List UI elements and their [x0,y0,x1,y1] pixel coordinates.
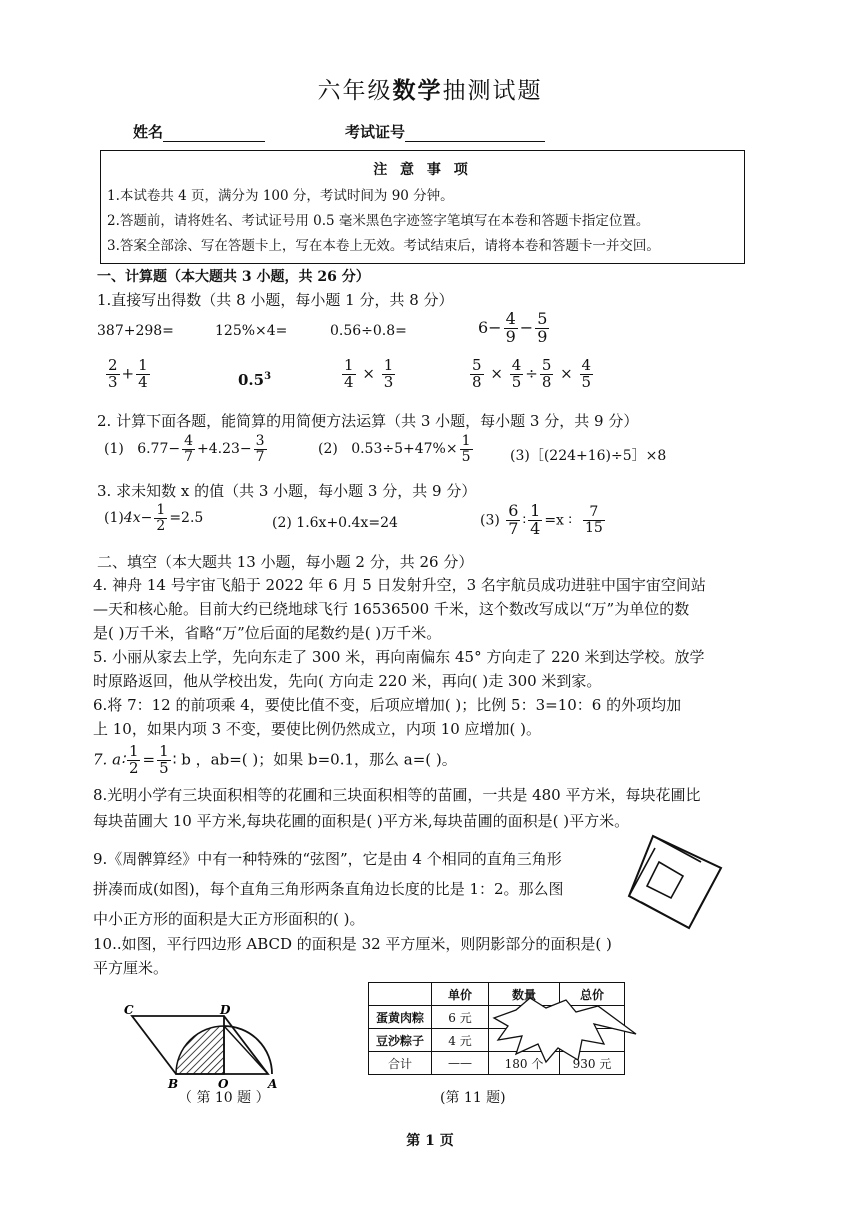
fig10-label-a: A [268,1077,278,1090]
q8-line: 每块苗圃大 10 平方米,每块花圃的面积是( )平方米,每块苗圃的面积是( )平方米。 [93,812,630,830]
q10-line: 平方厘米。 [93,959,169,977]
figure-10 [118,1000,288,1090]
table-cell: 蛋黄肉粽 [369,1006,432,1029]
fig10-label-o: O [218,1077,229,1090]
q3-part: (2) 1.6x+0.4x=24 [272,515,398,531]
q2-part: (1) 6.77− $\frac{4}{7}$ +4.23− $\frac{3}{7}$ [104,433,265,465]
table-cell: 单价 [432,983,489,1006]
q1-item: $\frac{2}{3}$ + $\frac{1}{4}$ [108,356,148,391]
q1-item: 0.56÷0.8= [330,323,407,339]
table-cell: 合计 [369,1052,432,1075]
q6-line: 6.将 7：12 的前项乘 4，要使比值不变，后项应增加( )；比例 5：3=10：6 的外项均加 [93,696,682,714]
ink-blot-patch [486,994,646,1066]
page-number: 第 1 页 [406,1133,454,1149]
q3-title: 3. 求未知数 x 的值（共 3 小题，每小题 3 分，共 9 分） [97,482,477,500]
q6-line: 上 10，如果内项 3 不变，要使比例仍然成立，内项 10 应增加( )。 [93,720,542,738]
q10-line: 10..如图，平行四边形 ABCD 的面积是 32 平方厘米，则阴影部分的面积是( ) [93,935,612,953]
table-cell: 930 元 [560,1052,625,1075]
q9-line: 中小正方形的面积是大正方形面积的( )。 [93,910,365,928]
name-field [133,121,265,142]
q2-title: 2. 计算下面各题，能简算的用简便方法运算（共 3 小题，每小题 3 分，共 9 分） [97,412,639,430]
exam-id-label: 考试证号 [345,123,406,141]
table-cell [369,983,432,1006]
exam-id-blank [405,125,545,142]
notice-line: 2.答题前，请将姓名、考试证号用 0.5 毫米黑色字迹签字笔填写在本卷和答题卡指定位置。 [107,213,650,229]
table-cell: 总价 [560,983,625,1006]
q3-part: (1)4x− $\frac{1}{2}$ =2.5 [104,502,204,534]
table-cell: 180 个 [489,1052,560,1075]
q4-line: —天和核心舱。目前大约已绕地球飞行 16536500 千米，这个数改写成以“万”为单位的数 [93,600,690,618]
table-cell: —— [432,1052,489,1075]
fig10-label-d: D [220,1003,231,1017]
name-blank [163,125,265,142]
name-label: 姓名 [133,123,164,141]
exam-id-field [345,121,545,142]
q5-line: 5. 小丽从家去上学，先向东走了 300 米，再向南偏东 45° 方向走了 220 米到达学校。放学 [93,648,705,666]
figure10-caption: （ 第 10 题 ） [178,1090,270,1106]
q1-item: $\frac{1}{4}$ × $\frac{1}{3}$ [344,356,394,391]
notice-heading: 注 意 事 项 [373,162,472,178]
q1-title: 1.直接写出得数（共 8 小题，每小题 1 分，共 8 分） [97,291,454,309]
fig10-label-c: C [124,1003,134,1017]
table-cell: 数量 [489,983,560,1006]
notice-line: 3.答案全部涂、写在答题卡上，写在本卷上无效。考试结束后，请将本卷和答题卡一并交回。 [107,238,660,254]
notice-box [100,150,745,264]
table-cell: 4 元 [432,1029,489,1052]
figure11-caption: (第 11 题) [440,1090,506,1106]
q1-item: 387+298= [97,323,174,339]
q1-item: 6− $\frac{4}{9}$ − $\frac{5}{9}$ [478,309,548,346]
q1-item: $0.5^3$ [238,371,272,389]
q4-line: 4. 神舟 14 号宇宙飞船于 2022 年 6 月 5 日发射升空，3 名宇航员成功进驻中国宇宙空间站 [93,576,706,594]
section1-heading: 一、计算题（本大题共 3 小题，共 26 分） [97,269,370,285]
q4-line: 是( )万千米，省略“万”位后面的尾数约是( )万千米。 [93,624,442,642]
q9-line: 9.《周髀算经》中有一种特殊的“弦图”，它是由 4 个相同的直角三角形 [93,850,562,868]
section2-heading: 二、填空（本大题共 13 小题，每小题 2 分，共 26 分） [97,553,474,571]
table-cell: 豆沙粽子 [369,1029,432,1052]
q9-figure [625,832,725,932]
q1-item: $\frac{5}{8}$ × $\frac{4}{5}$ ÷ $\frac{5}{8}$ × $\frac{4}{5}$ [472,356,592,391]
q3-part: (3) $\frac{6}{7}$ ∶ $\frac{1}{4}$ =x ∶ $\frac{7}{15}$ [480,501,603,538]
q9-line: 拼凑而成(如图)，每个直角三角形两条直角边长度的比是 1：2。那么图 [93,880,564,898]
q2-part: (3)［(224+16)÷5］×8 [510,448,667,464]
q1-item: 125%×4= [215,323,288,339]
table-cell: 6 元 [432,1006,489,1029]
page-title: 六年级数学抽测试题 [317,77,543,104]
q5-line: 时原路返回，他从学校出发，先向( 方向走 220 米，再向( )走 300 米到家。 [93,672,602,690]
q2-part: (2) 0.53÷5+47%× $\frac{1}{5}$ [318,433,471,465]
notice-line: 1.本试卷共 4 页，满分为 100 分，考试时间为 90 分钟。 [107,188,454,204]
q8-line: 8.光明小学有三块面积相等的花圃和三块面积相等的苗圃，一共是 480 平方米，每块花圃比 [93,786,701,804]
q7-line: 7. a∶ $\frac{1}{2}$ = $\frac{1}{5}$ ∶ b ，ab=( )；如果 b=0.1，那么 a=( )。 [93,742,457,777]
fig10-label-b: B [168,1077,179,1090]
